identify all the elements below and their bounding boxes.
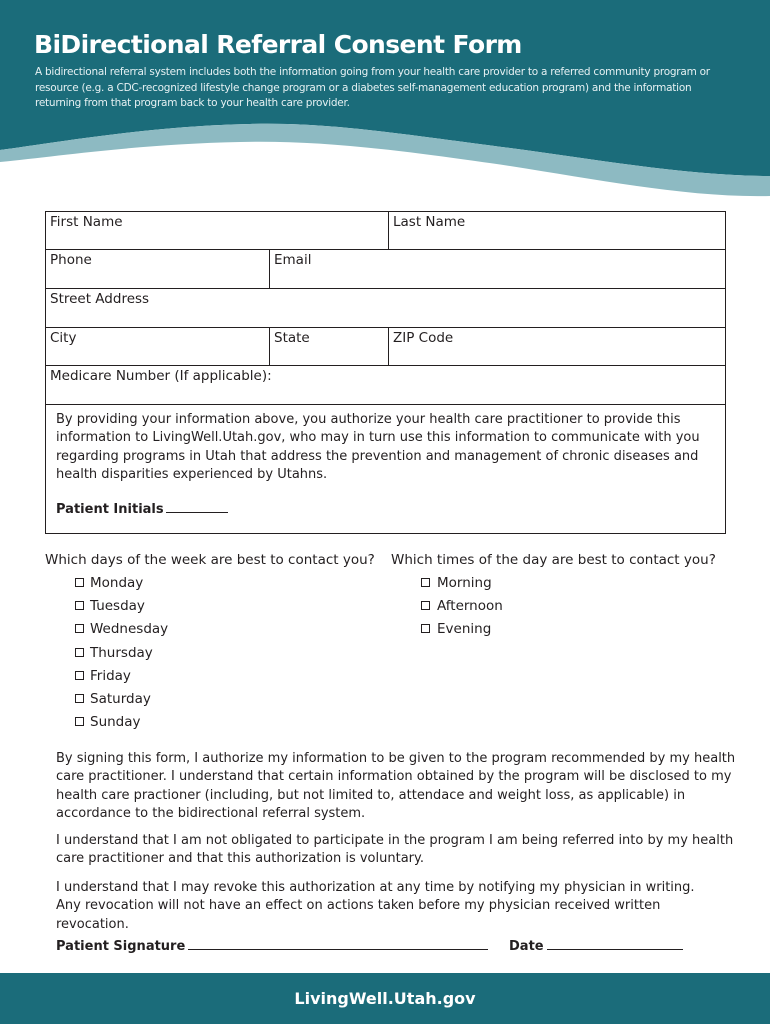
name-row [46,212,725,250]
thursday-label: Thursday [90,645,153,661]
footer-bar [0,973,770,1024]
intro-text: A bidirectional referral system includes both the information going from your health care provider to a referred community program or resource (e.g. a CDC-recognized lifestyle change program or a diabetes self-management education program) and the information returning from that program back to your health care provider. [35,66,710,109]
authorization-paragraph-3 [56,879,736,934]
tuesday-checkbox[interactable] [75,601,84,610]
authorization-paragraph-2: I understand that I am not obligated to participate in the program I am being referred into by my health care practitioner and that this authorization is voluntary. [56,833,734,867]
saturday-checkbox[interactable] [75,694,84,703]
wednesday-checkbox[interactable] [75,624,84,633]
afternoon-label: Afternoon [437,598,503,614]
signature-date [509,939,683,954]
patient-info-form [45,211,726,534]
phone-label: Phone [50,252,92,268]
days-question: Which days of the week are best to contact you? [45,552,375,568]
revoke-line-2: Any revocation will not have an effect on actions taken before my physician received written revocation. [56,898,661,932]
email-label: Email [274,252,312,268]
authorization-paragraph-1: By signing this form, I authorize my information to be given to the program recommended by my health care practitioner. I understand that certain information obtained by the program will be disclosed to my health care practioner (including, but not limited to, attendace and weight loss, as applicable) in accordance to the bidirectional referral system. [56,751,736,822]
consent-text: By providing your information above, you authorize your health care practitioner to provide this information to LivingWell.Utah.gov, who may in turn use this information to communicate with you regarding programs in Utah that address the prevention and management of chronic diseases and health disparities experienced by Utahns. [56,412,700,483]
monday-checkbox[interactable] [75,578,84,587]
sunday-label: Sunday [90,714,141,730]
city-field[interactable] [46,328,269,365]
patient-initials-line[interactable] [166,512,228,513]
saturday-label: Saturday [90,691,151,707]
friday-checkbox[interactable] [75,671,84,680]
form-title: BiDirectional Referral Consent Form [34,30,522,59]
street-address-label: Street Address [50,291,150,307]
last-name-label: Last Name [393,214,466,230]
monday-label: Monday [90,575,144,591]
email-field[interactable] [269,250,725,288]
tuesday-label: Tuesday [90,598,145,614]
patient-signature [56,939,488,954]
first-name-field[interactable] [46,212,388,249]
phone-field[interactable] [46,250,269,288]
morning-checkbox[interactable] [421,578,430,587]
morning-label: Morning [437,575,492,591]
state-label: State [274,330,310,346]
last-name-field[interactable] [388,212,725,249]
city-label: City [50,330,77,346]
zip-code-field[interactable] [388,328,725,365]
patient-signature-line[interactable] [188,949,488,950]
times-question: Which times of the day are best to contact you? [391,552,716,568]
contact-row [46,250,725,289]
zip-code-label: ZIP Code [393,330,454,346]
medicare-number-label: Medicare Number (If applicable): [50,368,272,384]
footer-website: LivingWell.Utah.gov [294,989,476,1008]
date-label: Date [509,939,544,954]
sunday-checkbox[interactable] [75,717,84,726]
evening-label: Evening [437,621,492,637]
city-row [46,328,725,366]
medicare-row [46,366,725,405]
evening-checkbox[interactable] [421,624,430,633]
thursday-checkbox[interactable] [75,648,84,657]
medicare-number-field[interactable] [46,366,725,404]
street-row [46,289,725,328]
patient-initials [56,502,228,517]
first-name-label: First Name [50,214,123,230]
street-address-field[interactable] [46,289,725,327]
patient-initials-label: Patient Initials [56,502,164,517]
revoke-line-1: I understand that I may revoke this authorization at any time by notifying my physician in writing. [56,880,695,895]
wednesday-label: Wednesday [90,621,169,637]
header-banner [0,0,770,205]
patient-signature-label: Patient Signature [56,939,186,954]
state-field[interactable] [269,328,388,365]
friday-label: Friday [90,668,131,684]
afternoon-checkbox[interactable] [421,601,430,610]
date-line[interactable] [547,949,683,950]
